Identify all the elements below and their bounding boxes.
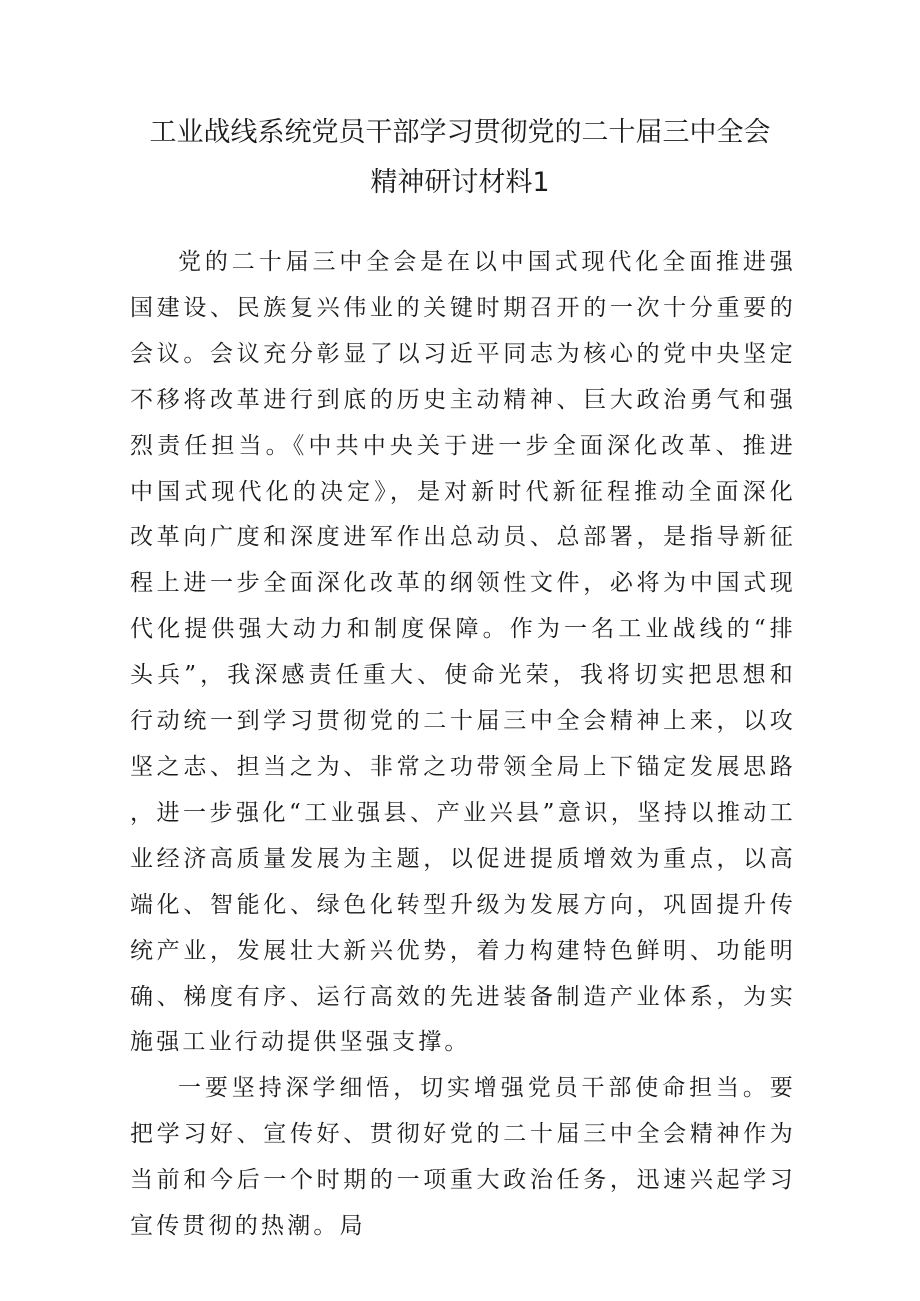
document-title-line-2: 精神研讨材料1 bbox=[370, 167, 550, 198]
body-paragraph-2: 一要坚持深学细悟，切实增强党员干部使命担当。要把学习好、宣传好、贯彻好党的二十届三中全会精神作为当前和今后一个时期的一项重大政治任务，迅速兴起学习宣传贯彻的热潮。局 bbox=[130, 1075, 796, 1240]
body-paragraph-1: 党的二十届三中全会是在以中国式现代化全面推进强国建设、民族复兴伟业的关键时期召开的一次十分重要的会议。会议充分彰显了以习近平同志为核心的党中央坚定不移将改革进行到底的历史主动精神、巨大政治勇气和强烈责任担当。《中共中央关于进一步全面深化改革、推进中国式现代化的决定》，是对新时代新征程推动全面深化改革向广度和深度进军作出总动员、总部署，是指导新征程上进一步全面深化改革的纲领性文件，必将为中国式现代化提供强大动力和制度保障。作为一名工业战线的“排头兵”，我深感责任重大、使命光荣，我将切实把思想和行动统一到学习贯彻党的二十届三中全会精神上来，以攻坚之志、担当之为、非常之功带领全局上下锚定发展思路，进一步强化“工业强县、产业兴县”意识，坚持以推动工业经济高质量发展为主题，以促进提质增效为重点，以高端化、智能化、绿色化转型升级为发展方向，巩固提升传统产业，发展壮大新兴优势，着力构建特色鲜明、功能明确、梯度有序、运行高效的先进装备制造产业体系，为实施强工业行动提供坚强支撑。 bbox=[130, 249, 796, 1056]
document-title-line-1: 工业战线系统党员干部学习贯彻党的二十届三中全会 bbox=[149, 117, 771, 148]
document-body bbox=[130, 240, 796, 1250]
